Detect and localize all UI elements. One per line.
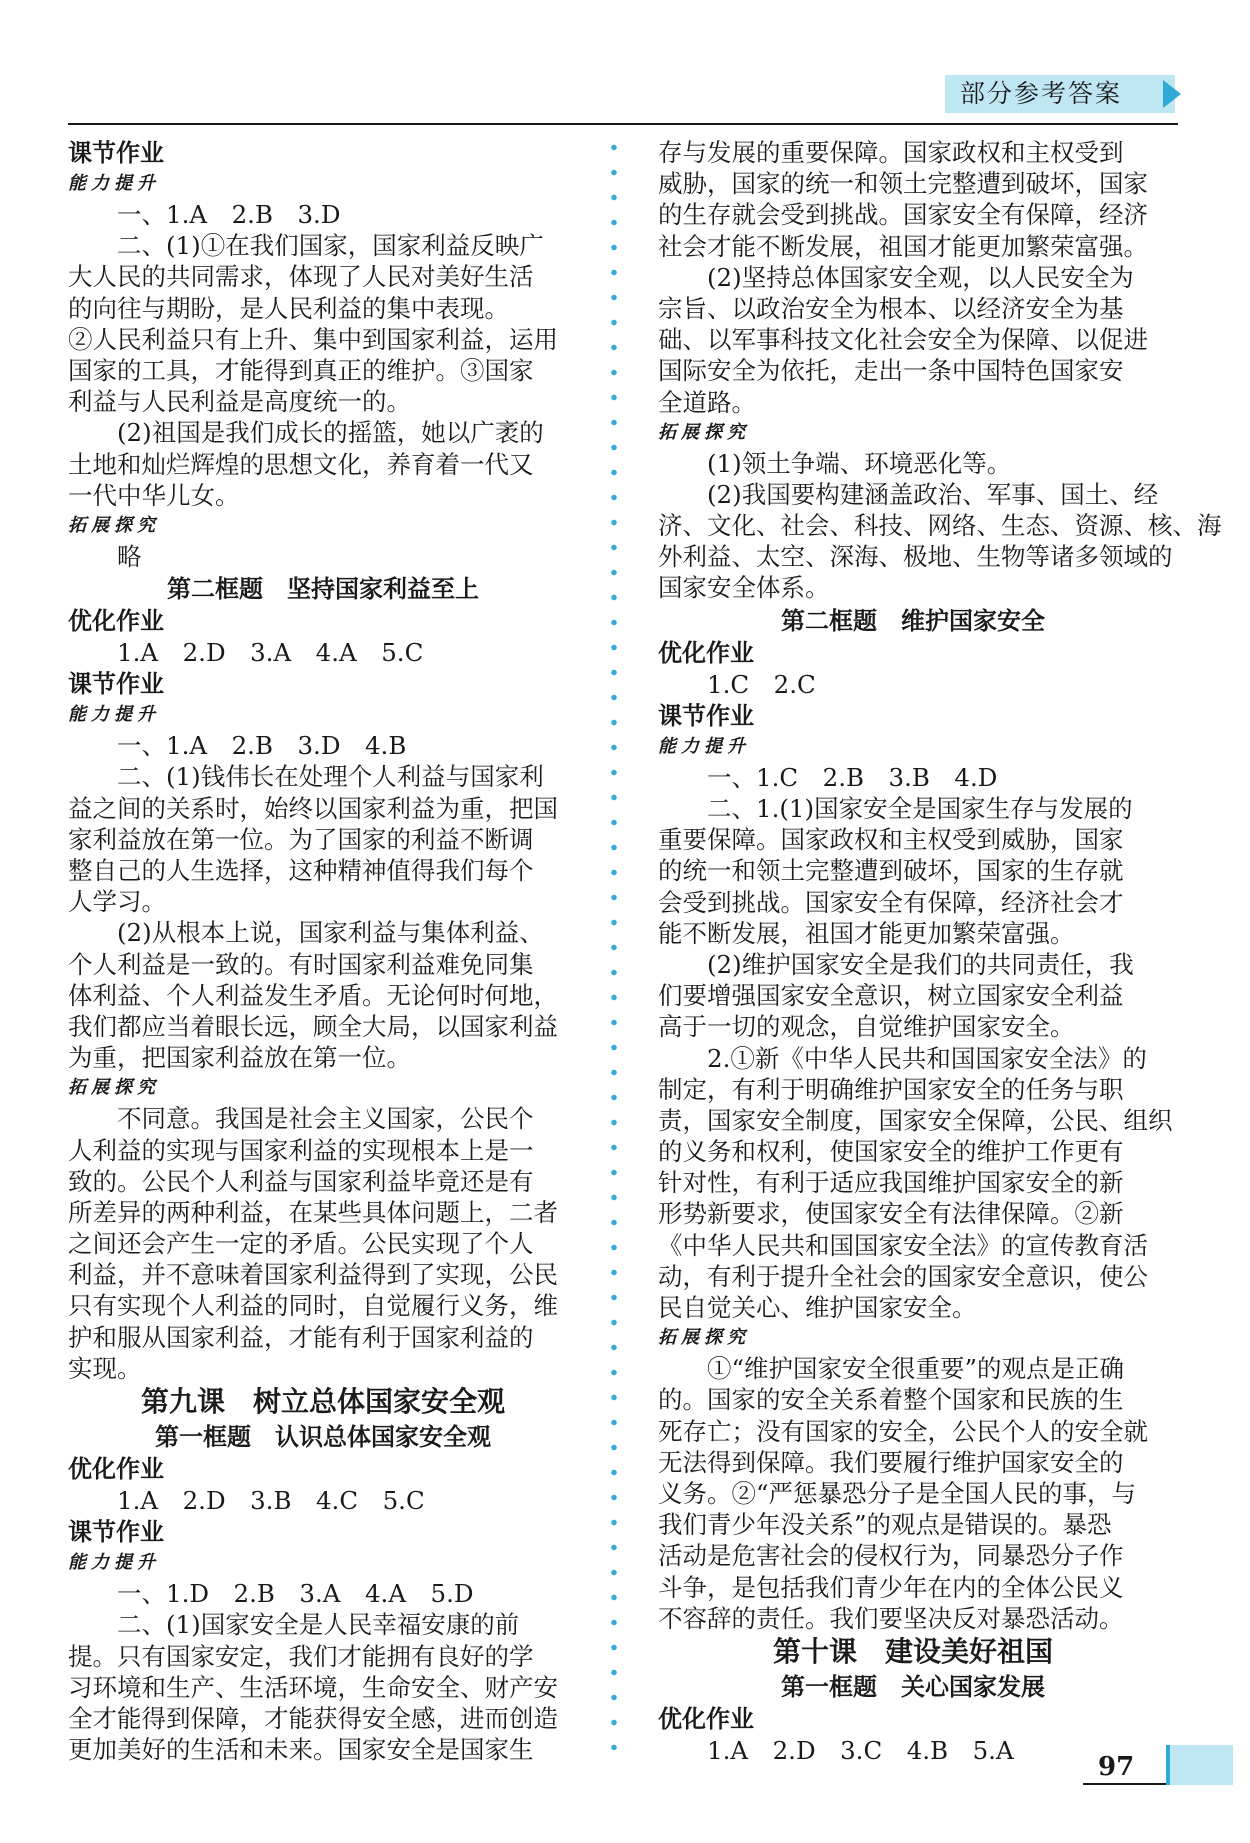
arrow-right-icon bbox=[1163, 80, 1181, 108]
lesson-title: 第九课 树立总体国家安全观 bbox=[140, 1385, 505, 1418]
subsection-heading: 拓展探究 bbox=[68, 514, 160, 536]
subsection-heading: 能力提升 bbox=[68, 704, 160, 726]
text-line: 《中华人民共和国国家安全法》的宣传教育活 bbox=[658, 1230, 1148, 1260]
text-line: 实现。 bbox=[68, 1353, 142, 1383]
text-line: (2)我国要构建涵盖政治、军事、国土、经 bbox=[707, 479, 1159, 509]
text-line: 社会才能不断发展，祖国才能更加繁荣富强。 bbox=[658, 231, 1148, 261]
text-line: (2)坚持总体国家安全观，以人民安全为 bbox=[707, 262, 1134, 292]
section-heading: 优化作业 bbox=[658, 638, 754, 667]
text-line: 不容辞的责任。我们要坚决反对暴恐活动。 bbox=[658, 1603, 1124, 1633]
text-line: 1.A 2.D 3.A 4.A 5.C bbox=[117, 638, 424, 668]
text-line: ②人民利益只有上升、集中到国家利益，运用 bbox=[68, 324, 558, 354]
text-line: 二、1.(1)国家安全是国家生存与发展的 bbox=[707, 794, 1133, 823]
text-line: 体利益、个人利益发生矛盾。无论何时何地， bbox=[68, 980, 558, 1010]
text-line: 斗争，是包括我们青少年在内的全体公民义 bbox=[658, 1572, 1124, 1602]
text-line: 动，有利于提升全社会的国家安全意识，使公 bbox=[658, 1261, 1148, 1291]
text-line: 的义务和权利，使国家安全的维护工作更有 bbox=[658, 1137, 1124, 1167]
text-line: 死存亡；没有国家的安全，公民个人的安全就 bbox=[658, 1416, 1148, 1446]
page-number-rule bbox=[1083, 1783, 1173, 1785]
text-line: 能不断发展，祖国才能更加繁荣富强。 bbox=[658, 918, 1075, 948]
text-line: 全才能得到保障，才能获得安全感，进而创造 bbox=[68, 1703, 558, 1733]
text-line: 责，国家安全制度，国家安全保障，公民、组织 bbox=[658, 1105, 1173, 1135]
text-line: 整自己的人生选择，这种精神值得我们每个 bbox=[68, 856, 534, 885]
text-line: 国家安全体系。 bbox=[658, 573, 830, 603]
left-column bbox=[68, 137, 578, 1765]
right-column bbox=[658, 137, 1222, 1766]
section-heading: 课节作业 bbox=[658, 701, 754, 730]
subsection-heading: 能力提升 bbox=[68, 1552, 160, 1574]
text-line: 一、1.A 2.B 3.D 4.B bbox=[117, 731, 407, 761]
section-heading: 课节作业 bbox=[68, 1518, 164, 1547]
text-line: 二、(1)钱伟长在处理个人利益与国家利 bbox=[117, 762, 544, 792]
page-tab bbox=[1170, 1745, 1233, 1785]
text-line: 更加美好的生活和未来。国家安全是国家生 bbox=[68, 1735, 534, 1765]
text-line: 人利益的实现与国家利益的实现根本上是一 bbox=[68, 1135, 534, 1165]
text-line: 之间还会产生一定的矛盾。公民实现了个人 bbox=[68, 1229, 534, 1259]
text-line: 提。只有国家安定，我们才能拥有良好的学 bbox=[68, 1641, 534, 1671]
subsection-heading: 能力提升 bbox=[68, 173, 160, 194]
topic-title: 第二框题 维护国家安全 bbox=[781, 605, 1045, 635]
subsection-heading: 能力提升 bbox=[658, 735, 750, 757]
text-line: 个人利益是一致的。有时国家利益难免同集 bbox=[68, 949, 534, 979]
text-line: 会受到挑战。国家安全有保障，经济社会才 bbox=[658, 887, 1124, 917]
text-line: 致的。公民个人利益与国家利益毕竟还是有 bbox=[68, 1166, 534, 1196]
text-line: 制定，有利于明确维护国家安全的任务与职 bbox=[658, 1074, 1124, 1104]
column-divider bbox=[607, 135, 621, 1750]
text-line: 形势新要求，使国家安全有法律保障。②新 bbox=[658, 1199, 1124, 1229]
text-line: ①“维护国家安全很重要”的观点是正确 bbox=[707, 1354, 1125, 1384]
text-line: 习环境和生产、生活环境，生命安全、财产安 bbox=[68, 1672, 558, 1702]
section-heading: 优化作业 bbox=[68, 607, 164, 636]
topic-title: 第二框题 坚持国家利益至上 bbox=[167, 574, 479, 604]
text-line: 活动是危害社会的侵权行为，同暴恐分子作 bbox=[658, 1541, 1124, 1571]
subsection-heading: 拓展探究 bbox=[68, 1077, 160, 1099]
subsection-heading: 拓展探究 bbox=[658, 421, 750, 443]
text-line: 一代中华儿女。 bbox=[68, 480, 240, 510]
text-line: 只有实现个人利益的同时，自觉履行义务，维 bbox=[68, 1291, 558, 1321]
text-line: 重要保障。国家政权和主权受到威胁，国家 bbox=[658, 825, 1124, 855]
page-number: 97 bbox=[1098, 1752, 1135, 1782]
text-line: (2)从根本上说，国家利益与集体利益、 bbox=[117, 918, 544, 948]
topic-title: 第一框题 关心国家发展 bbox=[781, 1671, 1045, 1701]
subsection-heading: 拓展探究 bbox=[658, 1327, 750, 1349]
text-line: 的向往与期盼，是人民利益的集中表现。 bbox=[68, 293, 509, 323]
section-heading: 优化作业 bbox=[68, 1455, 164, 1483]
text-line: 济、文化、社会、科技、网络、生态、资源、核、海 bbox=[658, 511, 1222, 541]
text-line: 1.A 2.D 3.C 4.B 5.A bbox=[707, 1735, 1014, 1765]
text-line: 人学习。 bbox=[68, 887, 166, 917]
text-line: (1)领土争端、环境恶化等。 bbox=[707, 448, 1012, 478]
text-line: 为重，把国家利益放在第一位。 bbox=[68, 1043, 411, 1073]
text-line: 国家的工具，才能得到真正的维护。③国家 bbox=[68, 355, 534, 385]
text-line: 所差异的两种利益，在某些具体问题上，二者 bbox=[68, 1197, 558, 1227]
text-line: 我们都应当着眼长远，顾全大局，以国家利益 bbox=[68, 1011, 558, 1041]
text-line: 一、1.C 2.B 3.B 4.D bbox=[707, 762, 998, 792]
text-line: 宗旨、以政治安全为根本、以经济安全为基 bbox=[658, 293, 1124, 323]
text-line: 的统一和领土完整遭到破坏，国家的生存就 bbox=[658, 856, 1124, 886]
section-heading: 课节作业 bbox=[68, 139, 164, 167]
text-line: 利益，并不意味着国家利益得到了实现，公民 bbox=[68, 1260, 558, 1290]
text-line: 存与发展的重要保障。国家政权和主权受到 bbox=[658, 138, 1124, 167]
text-line: 的。国家的安全关系着整个国家和民族的生 bbox=[658, 1385, 1124, 1415]
text-line: 的生存就会受到挑战。国家安全有保障，经济 bbox=[658, 200, 1148, 230]
section-heading: 优化作业 bbox=[658, 1704, 754, 1733]
header-rule bbox=[68, 123, 1178, 125]
text-line: 不同意。我国是社会主义国家，公民个 bbox=[117, 1104, 534, 1134]
text-line: 国际安全为依托，走出一条中国特色国家安 bbox=[658, 356, 1124, 386]
text-line: (2)维护国家安全是我们的共同责任，我 bbox=[707, 949, 1134, 979]
text-line: 威胁，国家的统一和领土完整遭到破坏，国家 bbox=[658, 169, 1148, 199]
text-line: 无法得到保障。我们要履行维护国家安全的 bbox=[658, 1447, 1124, 1477]
topic-title: 第一框题 认识总体国家安全观 bbox=[155, 1422, 491, 1451]
text-line: 义务。②“严惩暴恐分子是全国人民的事，与 bbox=[658, 1478, 1137, 1508]
text-line: 利益与人民利益是高度统一的。 bbox=[68, 387, 411, 417]
text-line: 外利益、太空、深海、极地、生物等诸多领域的 bbox=[658, 542, 1173, 572]
text-line: 民自觉关心、维护国家安全。 bbox=[658, 1293, 977, 1322]
text-line: 础、以军事科技文化社会安全为保障、以促进 bbox=[658, 325, 1148, 355]
text-line: 高于一切的观念，自觉维护国家安全。 bbox=[658, 1012, 1075, 1042]
text-line: 一、1.A 2.B 3.D bbox=[117, 200, 341, 229]
text-line: 土地和灿烂辉煌的思想文化，养育着一代又 bbox=[68, 449, 534, 479]
section-heading: 课节作业 bbox=[68, 670, 164, 699]
text-line: 2.①新《中华人民共和国国家安全法》的 bbox=[707, 1043, 1147, 1073]
text-line: 一、1.D 2.B 3.A 4.A 5.D bbox=[117, 1579, 474, 1609]
text-line: 家利益放在第一位。为了国家的利益不断调 bbox=[68, 824, 534, 854]
text-line: 护和服从国家利益，才能有利于国家利益的 bbox=[68, 1322, 534, 1352]
text-line: 1.C 2.C bbox=[707, 669, 816, 699]
text-line: 二、(1)国家安全是人民幸福安康的前 bbox=[117, 1610, 520, 1640]
text-line: 全道路。 bbox=[658, 387, 756, 417]
text-line: 二、(1)①在我们国家，国家利益反映广 bbox=[117, 231, 544, 261]
text-line: 益之间的关系时，始终以国家利益为重，把国 bbox=[68, 793, 558, 823]
text-line: 我们青少年没关系”的观点是错误的。暴恐 bbox=[658, 1510, 1112, 1540]
text-line: 大人民的共同需求，体现了人民对美好生活 bbox=[68, 262, 534, 292]
text-line: (2)祖国是我们成长的摇篮，她以广袤的 bbox=[117, 418, 544, 448]
header-label: 部分参考答案 bbox=[960, 79, 1123, 108]
text-line: 略 bbox=[117, 541, 142, 571]
lesson-title: 第十课 建设美好祖国 bbox=[772, 1634, 1053, 1668]
text-line: 针对性，有利于适应我国维护国家安全的新 bbox=[658, 1168, 1124, 1198]
text-line: 们要增强国家安全意识，树立国家安全利益 bbox=[658, 981, 1124, 1011]
text-line: 1.A 2.D 3.B 4.C 5.C bbox=[117, 1486, 425, 1515]
